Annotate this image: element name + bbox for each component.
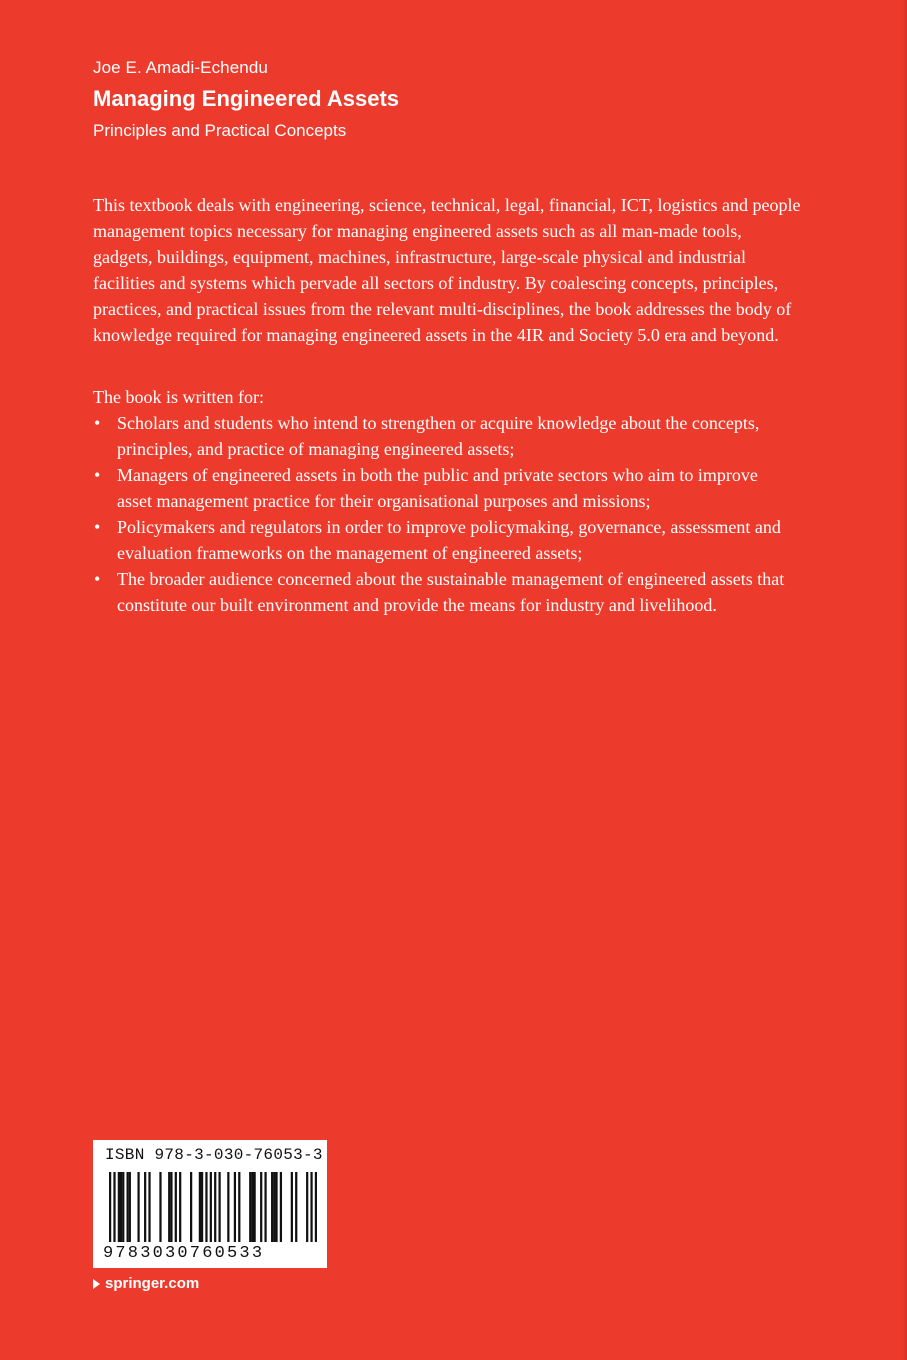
barcode-bar <box>291 1172 293 1242</box>
barcode-bar <box>295 1172 297 1242</box>
author-name: Joe E. Amadi-Echendu <box>93 58 268 77</box>
barcode-bar <box>214 1172 216 1242</box>
audience-list <box>93 410 793 618</box>
barcode-bar <box>310 1172 312 1242</box>
barcode-bar <box>227 1172 229 1242</box>
book-subtitle: Principles and Practical Concepts <box>93 121 347 140</box>
barcode-bar <box>120 1172 122 1242</box>
barcode-bar <box>238 1172 240 1242</box>
barcode-bar <box>249 1172 251 1242</box>
publisher-link[interactable] <box>93 1275 199 1292</box>
list-item <box>93 514 793 566</box>
bullet-icon: • <box>94 517 101 537</box>
barcode-bar <box>210 1172 212 1242</box>
publisher-url: springer.com <box>105 1275 200 1292</box>
bullet-icon: • <box>94 413 101 433</box>
barcode-bar <box>315 1172 317 1242</box>
barcode-bar <box>118 1172 120 1242</box>
bullet-icon: • <box>94 569 101 589</box>
list-item-text: Policymakers and regulators in order to improve policymaking, governance, assessment and evaluation frameworks on the management of engineered assets; <box>117 517 781 563</box>
barcode-bar <box>205 1172 207 1242</box>
page-edge-shadow <box>903 0 907 1360</box>
barcode-bar <box>254 1172 256 1242</box>
barcode-bar <box>148 1172 150 1242</box>
list-item <box>93 410 793 462</box>
list-item <box>93 566 793 618</box>
barcode-bar <box>280 1172 282 1242</box>
barcode-bar <box>264 1172 266 1242</box>
barcode-bar <box>129 1172 131 1242</box>
book-title: Managing Engineered Assets <box>93 86 400 111</box>
list-item-text: The broader audience concerned about the sustainable management of engineered assets that constitute our built environment and provide the means for industry and livelihood. <box>117 569 785 615</box>
barcode-bar <box>306 1172 308 1242</box>
list-item <box>93 462 793 514</box>
barcode-bar <box>127 1172 129 1242</box>
barcode-bar <box>144 1172 146 1242</box>
barcode-bar <box>179 1172 181 1242</box>
barcode-bar <box>234 1172 236 1242</box>
list-item-text: Scholars and students who intend to strengthen or acquire knowledge about the concepts, principles, and practice of managing engineered assets; <box>117 413 760 459</box>
barcode-bar <box>251 1172 253 1242</box>
barcode-bar <box>190 1172 192 1242</box>
barcode-bar <box>275 1172 277 1242</box>
barcode-bar <box>122 1172 124 1242</box>
barcode-bar <box>218 1172 220 1242</box>
isbn-label: ISBN 978-3-030-76053-3 <box>105 1146 323 1164</box>
barcode-bar <box>271 1172 273 1242</box>
description-blurb <box>93 192 805 348</box>
barcode-bar <box>273 1172 275 1242</box>
barcode-bar <box>260 1172 262 1242</box>
list-item-text: Managers of engineered assets in both the public and private sectors who aim to improve asset management practice for their organisational purposes and missions; <box>117 465 758 511</box>
isbn-barcode <box>93 1140 327 1268</box>
barcode-digits: 9783030760533 <box>103 1244 265 1263</box>
barcode-bar <box>170 1172 172 1242</box>
barcode-bar <box>168 1172 170 1242</box>
barcode-bar <box>109 1172 111 1242</box>
barcode-bar <box>201 1172 203 1242</box>
barcode-bar <box>113 1172 115 1242</box>
barcode-bar <box>137 1172 139 1242</box>
barcode-bar <box>199 1172 201 1242</box>
description-paragraph: This textbook deals with engineering, science, technical, legal, financial, ICT, logistics and people management topics necessary for managing engineered assets such as all man-made tools, gadgets, buildings, equipment, machines, infrastructure, large-scale physical and industrial facilities and systems which pervade all sectors of industry. By coalescing concepts, principles, practices, and practical issues from the relevant multi-disciplines, the book addresses the body of knowledge required for managing engineered assets in the 4IR and Society 5.0 era and beyond. <box>93 195 801 345</box>
arrow-right-icon <box>93 1279 100 1289</box>
audience-intro: The book is written for: <box>93 387 264 407</box>
bullet-icon: • <box>94 465 101 485</box>
barcode-bar <box>175 1172 177 1242</box>
barcode-bars <box>109 1172 317 1242</box>
barcode-bar <box>159 1172 161 1242</box>
